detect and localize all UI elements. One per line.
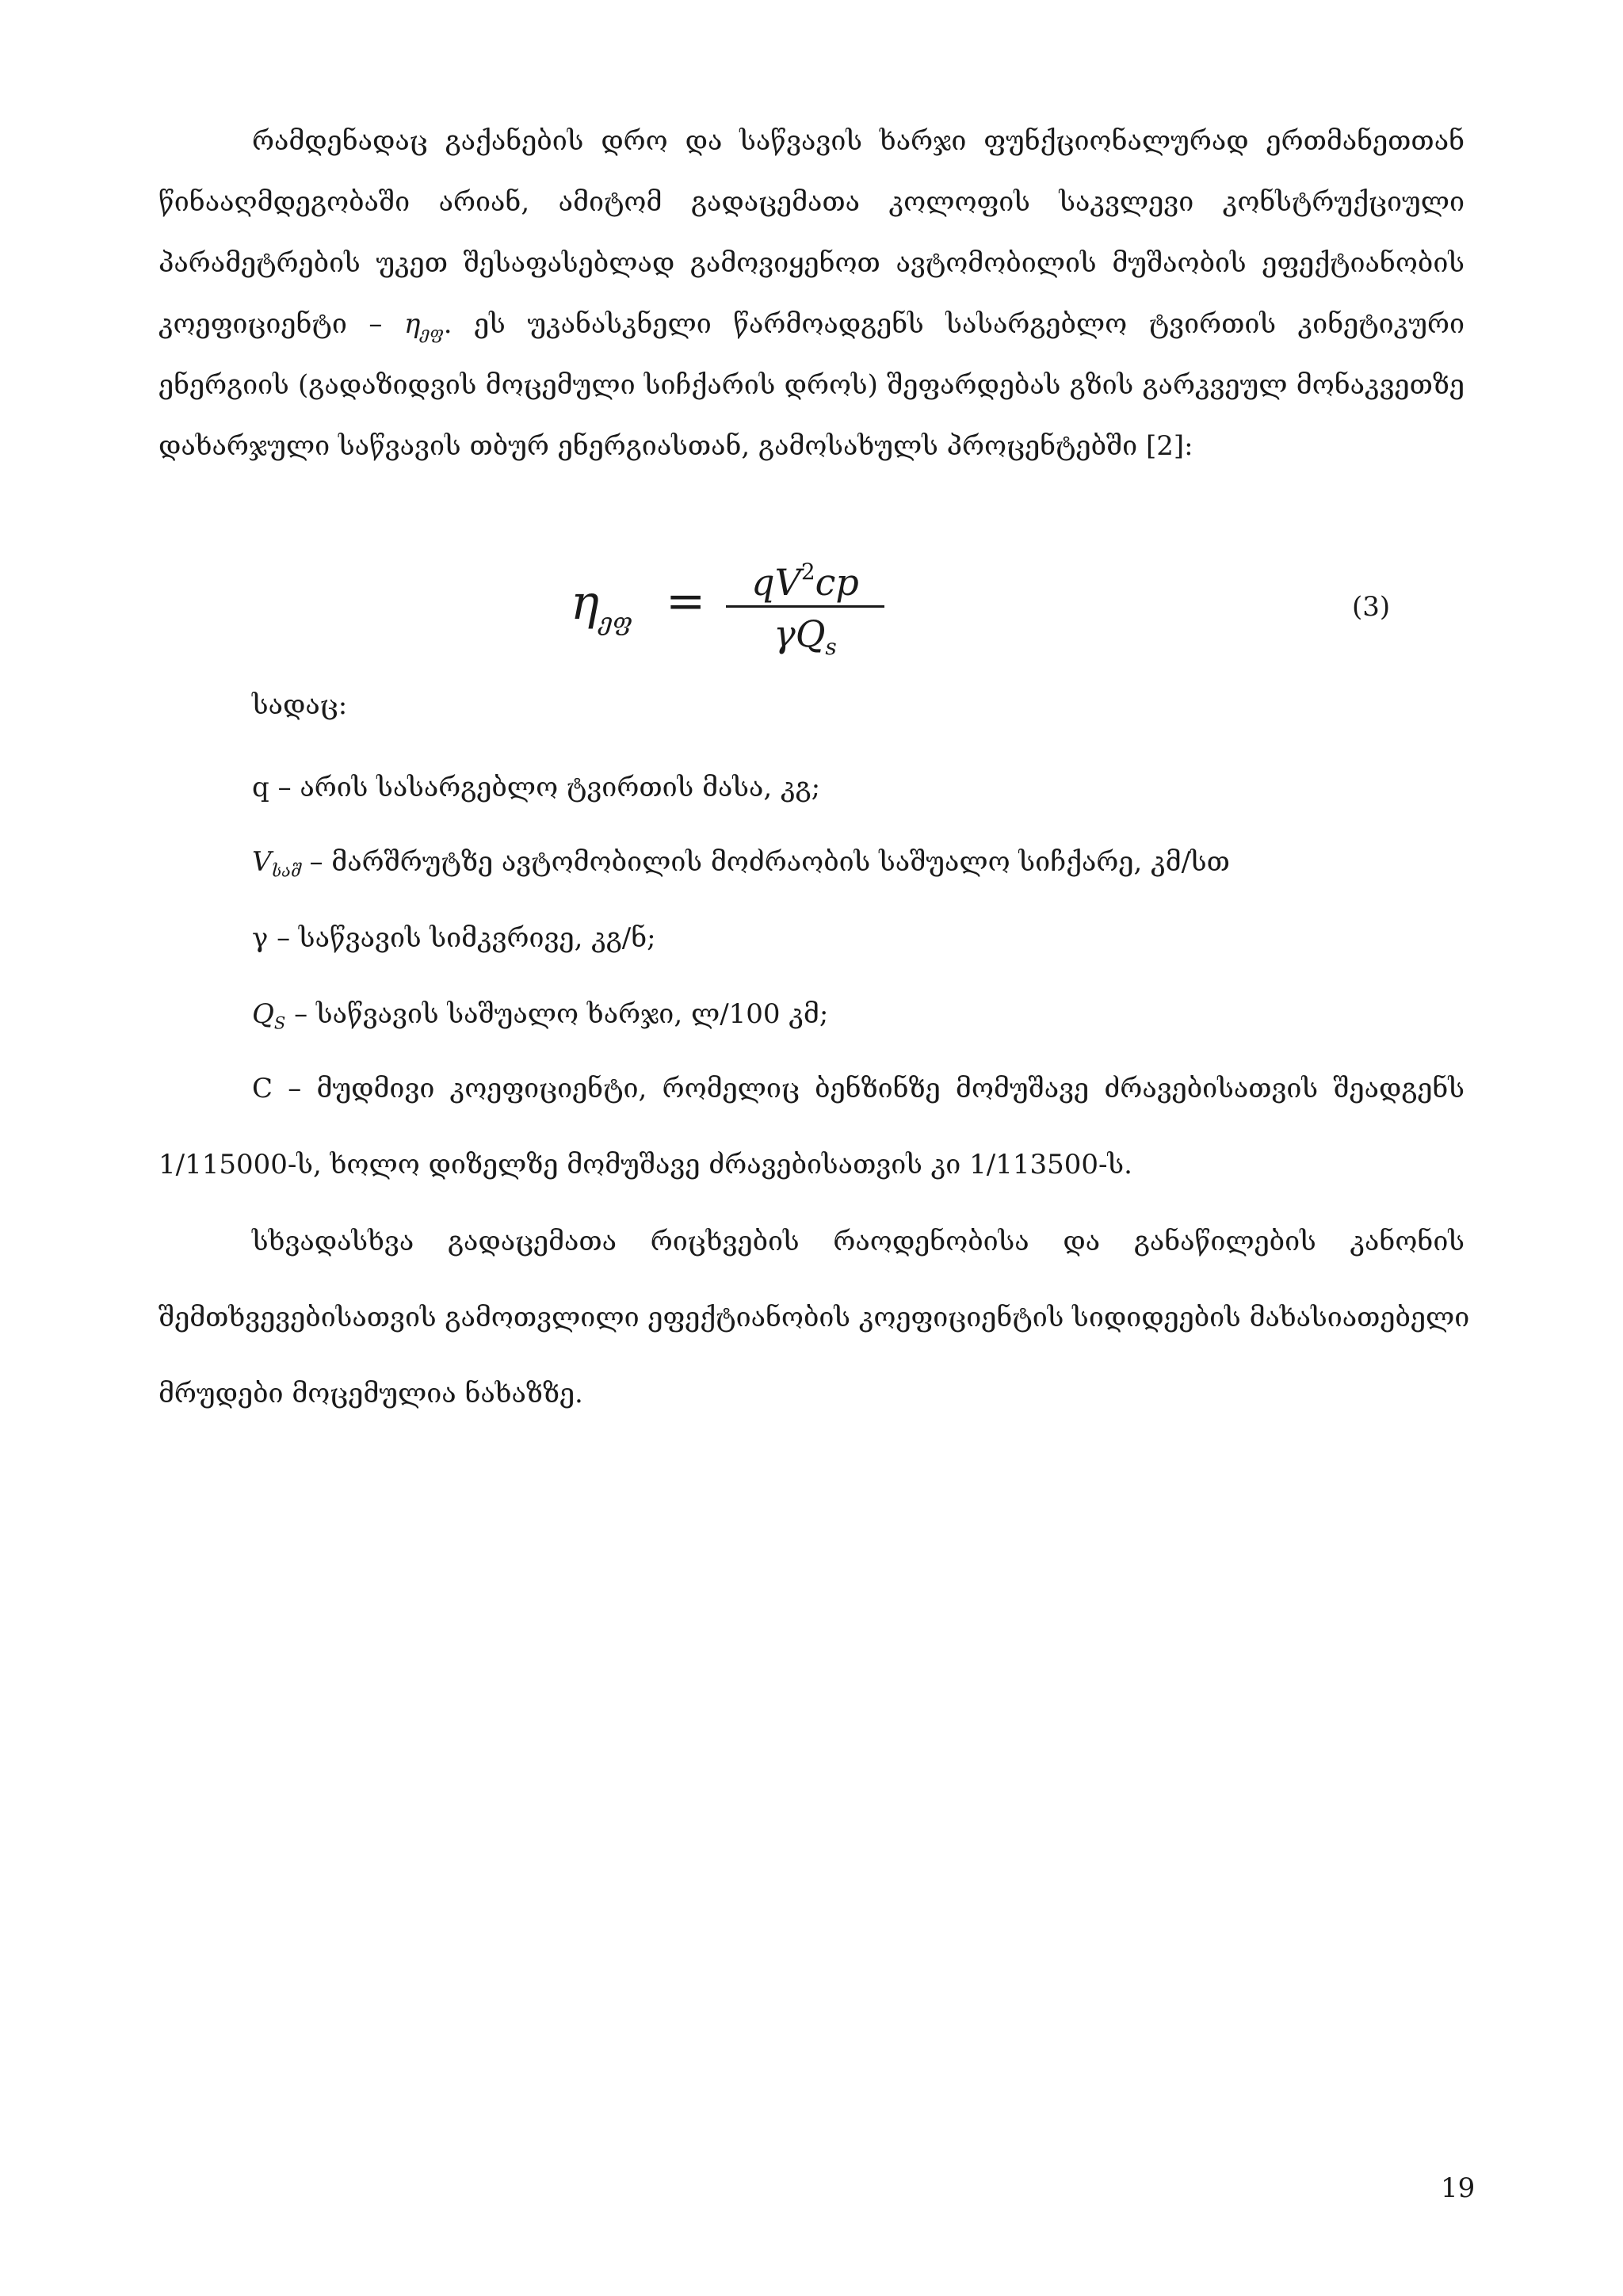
definition-c-line2: 1/115000-ს, ხოლო დიზელზე მომუშავე ძრავებისათვის კი 1/113500-ს.: [158, 1149, 1132, 1180]
definition-qs-text: – საწვავის საშუალო ხარჯი, ლ/100 კმ;: [285, 998, 829, 1030]
definition-qs: [252, 997, 828, 1040]
paragraph2-line3: მრუდები მოცემულია ნახაზზე.: [158, 1378, 583, 1409]
formula-denominator: $\gamma Q_s$: [773, 612, 837, 660]
paragraph1-line6: დახარჯული საწვავის თბურ ენერგიასთან, გამოსახულს პროცენტებში [2]:: [158, 430, 1193, 462]
paragraph1-line3: პარამეტრების უკეთ შესაფასებლად გამოვიყენოთ ავტომობილის მუშაობის ეფექტიანობის: [158, 247, 1465, 279]
eta-symbol-inline: $\eta_{ეფ}$: [403, 308, 444, 343]
qs-symbol: $Q_S$: [252, 998, 286, 1033]
paragraph1-line4-after: . ეს უკანასკნელი წარმოადგენს სასარგებლო ტვირთის კინეტიკური: [443, 308, 1465, 340]
v-symbol: $V_{საშ}$: [252, 846, 301, 881]
paragraph1-line1: რამდენადაც გაქანების დრო და საწვავის ხარჯი ფუნქციონალურად ერთმანეთთან: [252, 125, 1465, 157]
where-label: სადაც:: [252, 689, 348, 721]
formula-lhs: $\eta_{ეფ}$: [571, 575, 632, 636]
page-number: 19: [1441, 2172, 1476, 2204]
definition-q: q – არის სასარგებლო ტვირთის მასა, კგ;: [252, 772, 821, 803]
definition-v-text: – მარშრუტზე ავტომობილის მოძრაობის საშუალო სიჩქარე, კმ/სთ: [300, 846, 1230, 878]
formula-fraction: [726, 547, 884, 666]
paragraph1-line4: [158, 307, 1465, 350]
efficiency-formula: [571, 547, 967, 666]
definition-v: [252, 845, 1230, 888]
paragraph1-line4-before: კოეფიციენტი –: [158, 308, 383, 340]
paragraph2-line2: შემთხვევებისათვის გამოთვლილი ეფექტიანობის კოეფიციენტის სიდიდეების მახასიათებელი: [158, 1302, 1470, 1333]
paragraph2-line1: სხვადასხვა გადაცემათა რიცხვების რაოდენობისა და განაწილების კანონის: [252, 1226, 1465, 1257]
definition-gamma: γ – საწვავის სიმკვრივე, კგ/ნ;: [252, 922, 656, 954]
formula-numerator: $qV^2cp$: [751, 559, 859, 604]
equation-number: (3): [1352, 591, 1391, 623]
definition-c-line1: C – მუდმივი კოეფიციენტი, რომელიც ბენზინზე მომუშავე ძრავებისათვის შეადგენს: [252, 1073, 1465, 1104]
formula-equals: =: [666, 574, 706, 629]
paragraph1-line5: ენერგიის (გადაზიდვის მოცემული სიჩქარის დროს) შეფარდებას გზის გარკვეულ მონაკვეთზე: [158, 369, 1465, 401]
paragraph1-line2: წინააღმდეგობაში არიან, ამიტომ გადაცემათა კოლოფის საკვლევი კონსტრუქციული: [158, 186, 1465, 218]
fraction-bar: [726, 605, 884, 608]
